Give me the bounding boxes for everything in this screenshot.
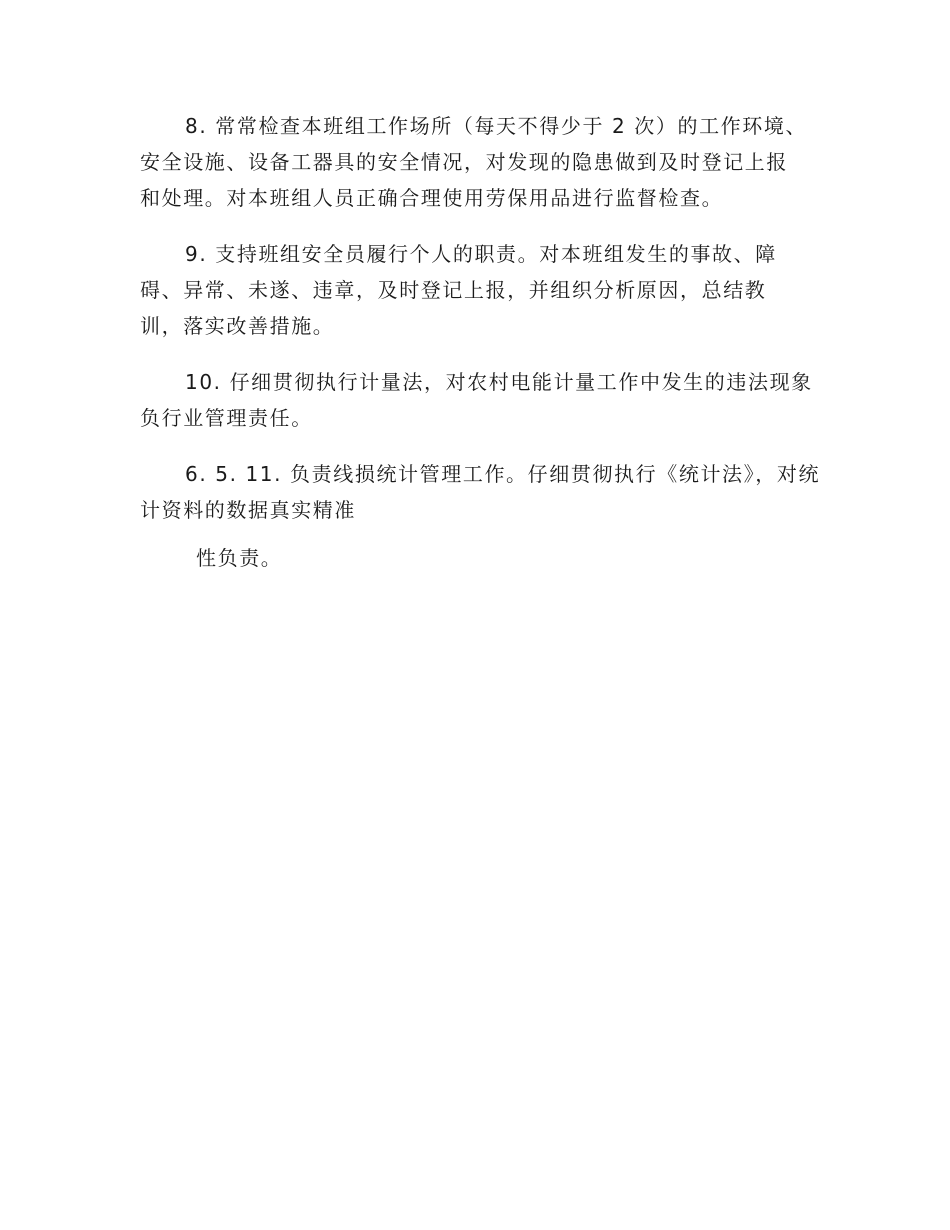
paragraph-line: 8. 常常检查本班组工作场所（每天不得少于 2 次）的工作环境、 [185, 114, 808, 138]
paragraph-line: 9. 支持班组安全员履行个人的职责。对本班组发生的事故、障 [185, 242, 777, 266]
paragraph-line: 碍、异常、未遂、违章，及时登记上报，并组织分析原因，总结教 [140, 278, 767, 302]
paragraph-continuation [196, 540, 876, 576]
paragraph-item-10 [140, 364, 820, 436]
paragraph-item-9 [140, 236, 820, 344]
paragraph-line: 训，落实改善措施。 [140, 314, 335, 338]
paragraph-line: 计资料的数据真实精准 [140, 498, 356, 522]
paragraph-line: 负行业管理责任。 [140, 406, 313, 430]
paragraph-item-8 [140, 108, 820, 216]
paragraph-line: 性负责。 [196, 546, 283, 570]
paragraph-line: 6. 5. 11. 负责线损统计管理工作。仔细贯彻执行《统计法》，对统 [185, 462, 821, 486]
paragraph-line: 和处理。对本班组人员正确合理使用劳保用品进行监督检查。 [140, 186, 724, 210]
paragraph-line: 10. 仔细贯彻执行计量法，对农村电能计量工作中发生的违法现象 [185, 370, 813, 394]
paragraph-item-6-5-11 [140, 456, 820, 528]
paragraph-line: 安全设施、设备工器具的安全情况，对发现的隐患做到及时登记上报 [140, 150, 788, 174]
